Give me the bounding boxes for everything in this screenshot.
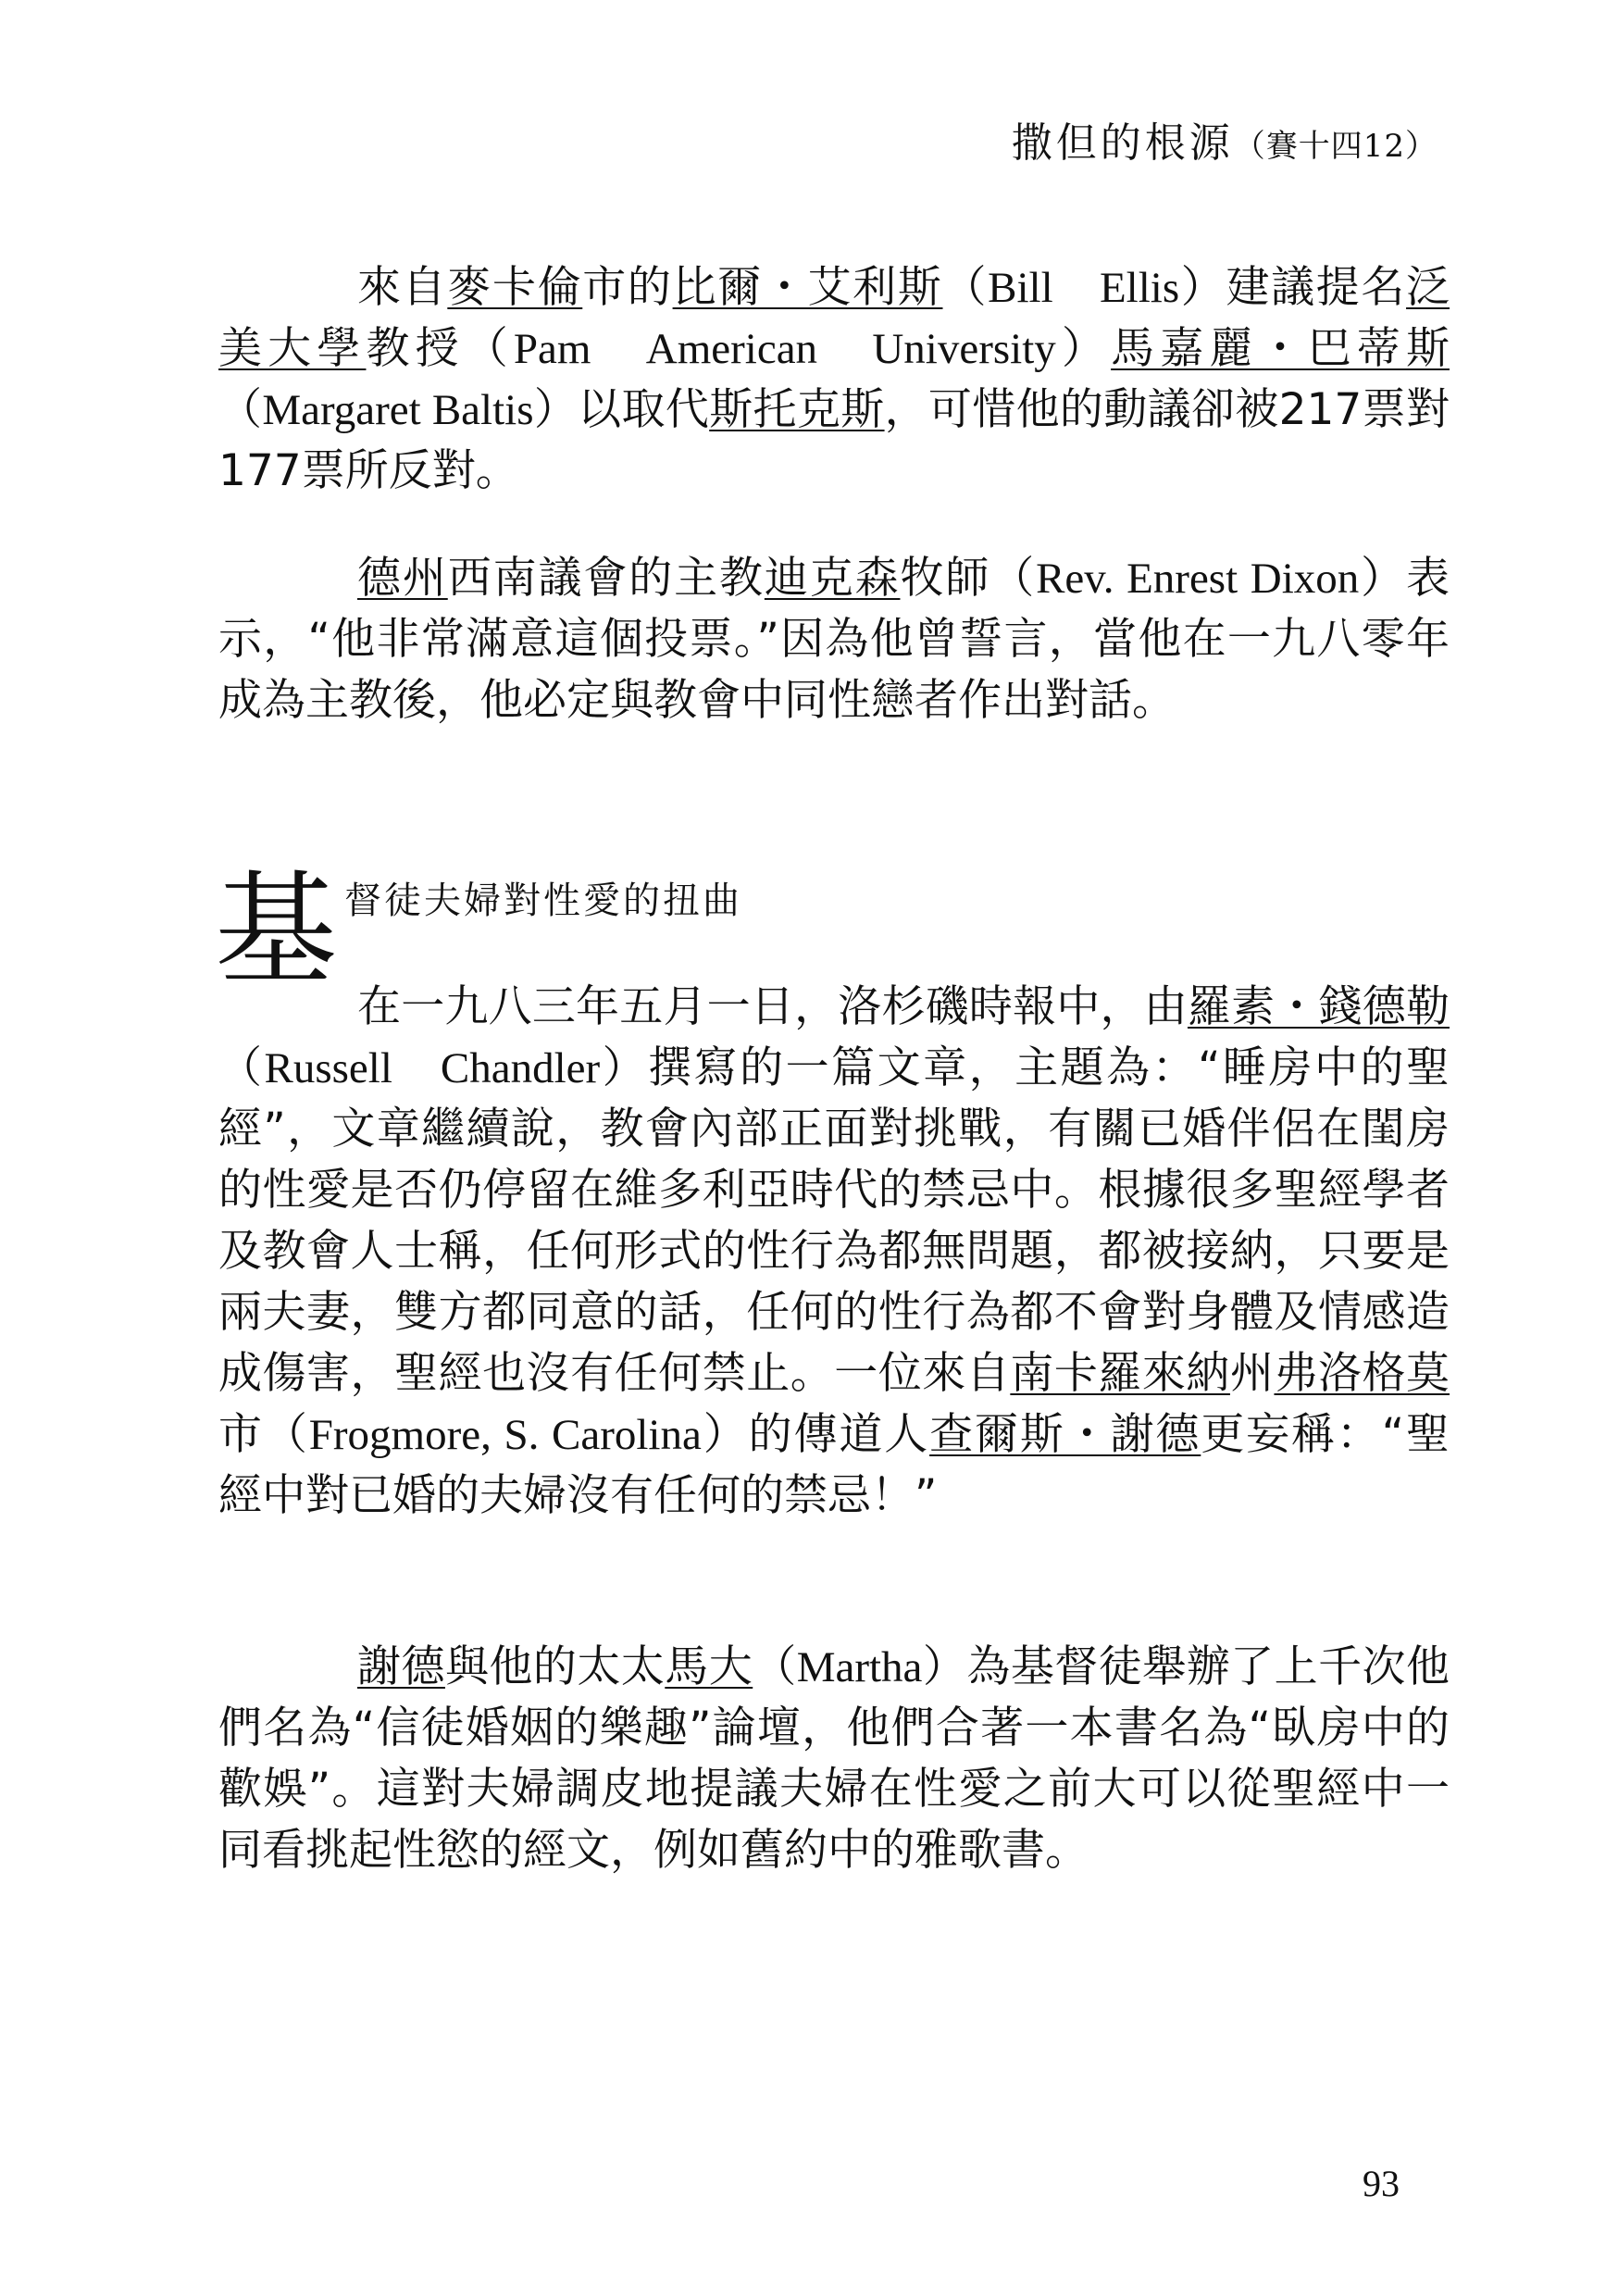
text-run: 市的	[582, 262, 673, 313]
english-gloss: Pam American University	[513, 325, 1056, 373]
paragraph-3-text	[218, 977, 1450, 1527]
text-run: ）的傳道人	[701, 1409, 930, 1460]
proper-name: 德州	[357, 553, 448, 604]
proper-name: 馬大	[665, 1641, 753, 1692]
proper-name: 謝德	[357, 1641, 445, 1692]
english-gloss: Martha	[796, 1643, 923, 1691]
text-run: ）	[1055, 323, 1112, 374]
english-gloss: Frogmore, S. Carolina	[308, 1411, 702, 1459]
paragraph-2	[218, 548, 1450, 731]
proper-name: 迪克森	[764, 553, 901, 604]
text-run: 牧師（	[900, 553, 1037, 604]
paragraph-1-text	[218, 257, 1450, 502]
proper-name: 麥卡倫	[447, 262, 583, 313]
section-dropcap: 基	[215, 859, 337, 1002]
text-run: ）建議提名	[1179, 262, 1407, 313]
text-run: （	[218, 384, 263, 435]
text-run: 市（	[218, 1409, 309, 1460]
paragraph-4-text	[218, 1637, 1450, 1881]
running-head-title: 撒但的根源	[1011, 119, 1234, 167]
paragraph-1	[218, 257, 1450, 502]
english-gloss: Rev. Enrest Dixon	[1036, 555, 1360, 603]
text-run: 與他的太太	[444, 1641, 666, 1692]
paragraph-3	[218, 977, 1450, 1527]
page-number: 93	[1363, 2163, 1400, 2204]
text-run: （	[753, 1641, 797, 1692]
running-head	[1012, 109, 1438, 168]
proper-name: 泛美大學	[218, 262, 1450, 374]
english-gloss: Bill Ellis	[988, 264, 1180, 312]
text-run: ）撰寫的一篇文章，主題為：“睡房中的聖經”，文章繼續說，教會內部正面對挑戰，有關已婚伴侶在閨房的性愛是否仍停留在維多利亞時代的禁忌中。根據很多聖經學者及教會人士稱，任何形式的性行為都無問題，都被接納，只要是兩夫妻，雙方都同意的話，任何的性行為都不會對身體及情感造成傷害，聖經也沒有任何禁止。一位來自	[218, 1042, 1450, 1399]
paragraph-4	[218, 1637, 1450, 1881]
text-run: 教授（	[366, 323, 514, 374]
english-gloss: Margaret Baltis	[262, 386, 534, 434]
proper-name: 查爾斯・謝德	[929, 1409, 1201, 1460]
text-run: 西南議會的主教	[447, 553, 765, 604]
paragraph-2-text	[218, 548, 1450, 731]
text-run: 更妄稱：“聖經中對已婚的夫婦沒有任何的禁忌！”	[218, 1409, 1450, 1521]
proper-name: 南卡羅來納	[1010, 1348, 1230, 1399]
proper-name: 馬嘉麗・巴蒂斯	[1111, 323, 1450, 374]
running-head-scripture-ref: （賽十四12）	[1233, 128, 1438, 165]
text-run: 來自	[357, 262, 448, 313]
proper-name: 比爾・艾利斯	[672, 262, 943, 313]
text-run: ）以取代	[533, 384, 710, 435]
proper-name: 羅素・錢德勒	[1187, 981, 1450, 1032]
proper-name: 弗洛格莫	[1274, 1348, 1450, 1399]
text-run: ）表示，“他非常滿意這個投票。”因為他曾誓言，當他在一九八零年成為主教後，他必定與教會中同性戀者作出對話。	[218, 553, 1450, 726]
text-run: 在一九八三年五月一日，洛杉磯時報中，由	[357, 981, 1188, 1032]
text-run: ）為基督徒舉辦了上千次他們名為“信徒婚姻的樂趣”論壇，他們合著一本書名為“臥房中的歡娛”。這對夫婦調皮地提議夫婦在性愛之前大可以從聖經中一同看挑起性慾的經文，例如舊約中的雅歌書。	[218, 1641, 1450, 1876]
text-run: ，可惜他的動議卻被217票對177票所反對。	[218, 384, 1450, 496]
text-run: （	[218, 1042, 265, 1093]
text-run: （	[942, 262, 989, 313]
english-gloss: Russell Chandler	[264, 1044, 601, 1092]
text-run: 州	[1229, 1348, 1275, 1399]
proper-name: 斯托克斯	[709, 384, 885, 435]
section-heading-text: 督徒夫婦對性愛的扭曲	[344, 880, 742, 922]
